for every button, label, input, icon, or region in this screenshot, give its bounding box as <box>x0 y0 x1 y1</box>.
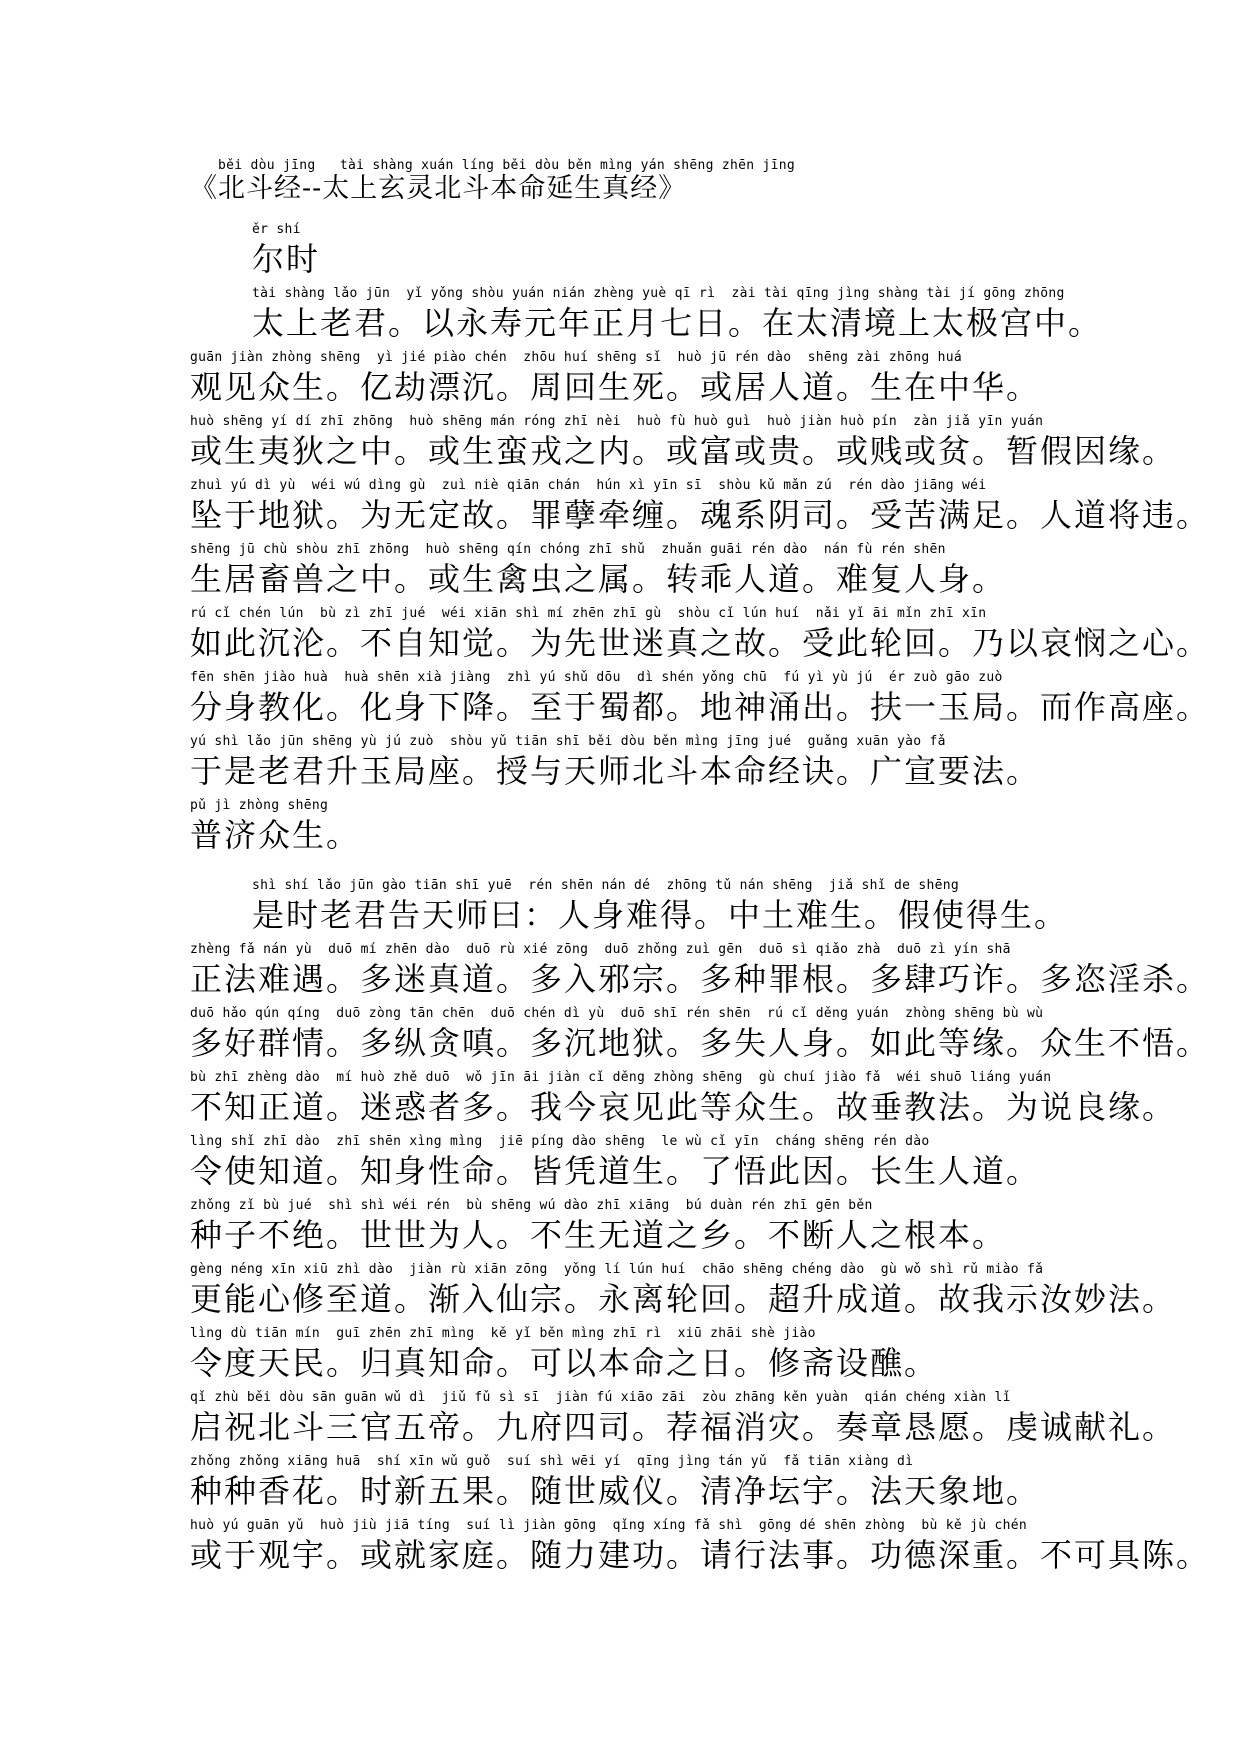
text-line <box>190 1326 1050 1390</box>
text-line <box>190 878 1069 942</box>
text-line <box>190 1454 1050 1518</box>
title-pinyin: běi dòu jīng tài shàng xuán líng běi dòu běn mìng yán shēng zhēn jīng <box>218 158 795 173</box>
line-text: 于是老君升玉局座。授与天师北斗本命经诀。广宣要法。 <box>190 752 1041 790</box>
line-text: 或生夷狄之中。或生蛮戎之内。或富或贵。或贱或贫。暂假因缘。 <box>190 432 1177 470</box>
line-text: 启祝北斗三官五帝。九府四司。荐福消灾。奏章恳愿。虔诚献礼。 <box>190 1408 1177 1446</box>
text-line <box>190 1262 1177 1326</box>
line-text: 更能心修至道。渐入仙宗。永离轮回。超升成道。故我示汝妙法。 <box>190 1280 1177 1318</box>
line-text: 生居畜兽之中。或生禽虫之属。转乖人道。难复人身。 <box>190 560 1007 598</box>
line-pinyin: huò shēng yí dí zhī zhōng huò shēng mán róng zhī nèi huò fù huò guì huò jiàn huò pín zàn jiǎ yīn yuán <box>190 414 1044 429</box>
line-text: 种子不绝。世世为人。不生无道之乡。不断人之根本。 <box>190 1216 1007 1254</box>
text-line <box>190 1006 1211 1070</box>
text-line <box>190 222 1050 286</box>
line-text: 或于观宇。或就家庭。随力建功。请行法事。功德深重。不可具陈。 <box>190 1536 1211 1574</box>
line-text: 坠于地狱。为无定故。罪孽牵缠。魂系阴司。受苦满足。人道将违。 <box>190 496 1211 534</box>
text-line <box>190 478 1211 542</box>
text-line <box>190 542 1050 606</box>
line-pinyin: qǐ zhù běi dòu sān guān wǔ dì jiǔ fǔ sì sī jiàn fú xiāo zāi zòu zhāng kěn yuàn qián chéng xiàn lǐ <box>190 1390 1011 1405</box>
line-pinyin: zhǒng zǐ bù jué shì shì wéi rén bù shēng wú dào zhī xiāng bú duàn rén zhī gēn běn <box>190 1198 873 1213</box>
line-pinyin: zhuì yú dì yù wéi wú dìng gù zuì niè qiān chán hún xì yīn sī shòu kǔ mǎn zú rén dào jiāng wéi <box>190 478 987 493</box>
text-line <box>190 1070 1177 1134</box>
line-pinyin: gèng néng xīn xiū zhì dào jiàn rù xiān zōng yǒng lí lún huí chāo shēng chéng dào gù wǒ shì rǔ miào fǎ <box>190 1262 1044 1277</box>
line-text: 普济众生。 <box>190 816 361 854</box>
line-text: 分身教化。化身下降。至于蜀都。地神涌出。扶一玉局。而作高座。 <box>190 688 1211 726</box>
text-line <box>190 734 1050 798</box>
line-pinyin: shì shí lǎo jūn gào tiān shī yuē rén shēn nán dé zhōng tǔ nán shēng jiǎ shǐ de shēng <box>252 878 960 893</box>
line-pinyin: tài shàng lǎo jūn yǐ yǒng shòu yuán nián zhèng yuè qī rì zài tài qīng jìng shàng tài jí gōng zhōng <box>252 286 1065 301</box>
line-text: 尔时 <box>252 240 321 278</box>
line-pinyin: zhèng fǎ nán yù duō mí zhēn dào duō rù xié zōng duō zhǒng zuì gēn duō sì qiǎo zhà duō zì yín shā <box>190 942 1011 957</box>
line-text: 太上老君。以永寿元年正月七日。在太清境上太极宫中。 <box>252 304 1103 342</box>
line-pinyin: duō hǎo qún qíng duō zòng tān chēn duō chén dì yù duō shī rén shēn rú cǐ děng yuán zhòng shēng bù wù <box>190 1006 1044 1021</box>
line-text: 不知正道。迷惑者多。我今哀见此等众生。故垂教法。为说良缘。 <box>190 1088 1177 1126</box>
text-line <box>190 606 1211 670</box>
line-pinyin: guān jiàn zhòng shēng yì jié piào chén zhōu huí shēng sǐ huò jū rén dào shēng zài zhōng huá <box>190 350 963 365</box>
line-text: 如此沉沦。不自知觉。为先世迷真之故。受此轮回。乃以哀悯之心。 <box>190 624 1211 662</box>
text-line <box>190 1518 1211 1582</box>
line-pinyin: shēng jū chù shòu zhī zhōng huò shēng qín chóng zhī shǔ zhuǎn guāi rén dào nán fù rén shēn <box>190 542 946 557</box>
title-text: 《北斗经--太上玄灵北斗本命延生真经》 <box>190 173 687 204</box>
line-pinyin: ěr shí <box>252 222 301 237</box>
sutra-text <box>190 158 1211 1582</box>
line-pinyin: zhǒng zhǒng xiāng huā shí xīn wǔ guǒ suí shì wēi yí qīng jìng tán yǔ fǎ tiān xiàng dì <box>190 1454 914 1469</box>
text-line <box>190 414 1177 478</box>
line-text: 是时老君告天师曰：人身难得。中土难生。假使得生。 <box>252 896 1069 934</box>
line-pinyin: lìng dù tiān mín guī zhēn zhī mìng kě yǐ běn mìng zhī rì xiū zhāi shè jiào <box>190 1326 816 1341</box>
line-pinyin: lìng shǐ zhī dào zhī shēn xìng mìng jiē píng dào shēng le wù cǐ yīn cháng shēng rén dào <box>190 1134 930 1149</box>
line-text: 观见众生。亿劫漂沉。周回生死。或居人道。生在中华。 <box>190 368 1041 406</box>
line-text: 多好群情。多纵贪嗔。多沉地狱。多失人身。如此等缘。众生不悟。 <box>190 1024 1211 1062</box>
line-pinyin: bù zhī zhèng dào mí huò zhě duō wǒ jīn āi jiàn cǐ děng zhòng shēng gù chuí jiào fǎ wéi shuō liáng yuán <box>190 1070 1052 1085</box>
text-line <box>190 1134 1050 1198</box>
text-line <box>190 1198 1050 1262</box>
line-text: 正法难遇。多迷真道。多入邪宗。多种罪根。多肆巧诈。多恣淫杀。 <box>190 960 1211 998</box>
text-line <box>190 942 1211 1006</box>
line-text: 令度天民。归真知命。可以本命之日。修斋设醮。 <box>190 1344 939 1382</box>
text-line <box>190 350 1050 414</box>
line-pinyin: pǔ jì zhòng shēng <box>190 798 329 813</box>
line-text: 令使知道。知身性命。皆凭道生。了悟此因。长生人道。 <box>190 1152 1041 1190</box>
line-pinyin: rú cǐ chén lún bù zì zhī jué wéi xiān shì mí zhēn zhī gù shòu cǐ lún huí nǎi yǐ āi mǐn zhī xīn <box>190 606 987 621</box>
text-line <box>190 798 1050 862</box>
line-text: 种种香花。时新五果。随世威仪。清净坛宇。法天象地。 <box>190 1472 1041 1510</box>
line-pinyin: huò yú guān yǔ huò jiù jiā tíng suí lì jiàn gōng qǐng xíng fǎ shì gōng dé shēn zhòng bù kě jù chén <box>190 1518 1028 1533</box>
text-line <box>190 1390 1177 1454</box>
text-line <box>190 286 1103 350</box>
text-line <box>190 670 1211 734</box>
line-pinyin: fēn shēn jiào huà huà shēn xià jiàng zhì yú shǔ dōu dì shén yǒng chū fú yì yù jú ér zuò gāo zuò <box>190 670 1003 685</box>
document-title <box>190 158 1050 206</box>
line-pinyin: yú shì lǎo jūn shēng yù jú zuò shòu yǔ tiān shī běi dòu běn mìng jīng jué guǎng xuān yào fǎ <box>190 734 946 749</box>
